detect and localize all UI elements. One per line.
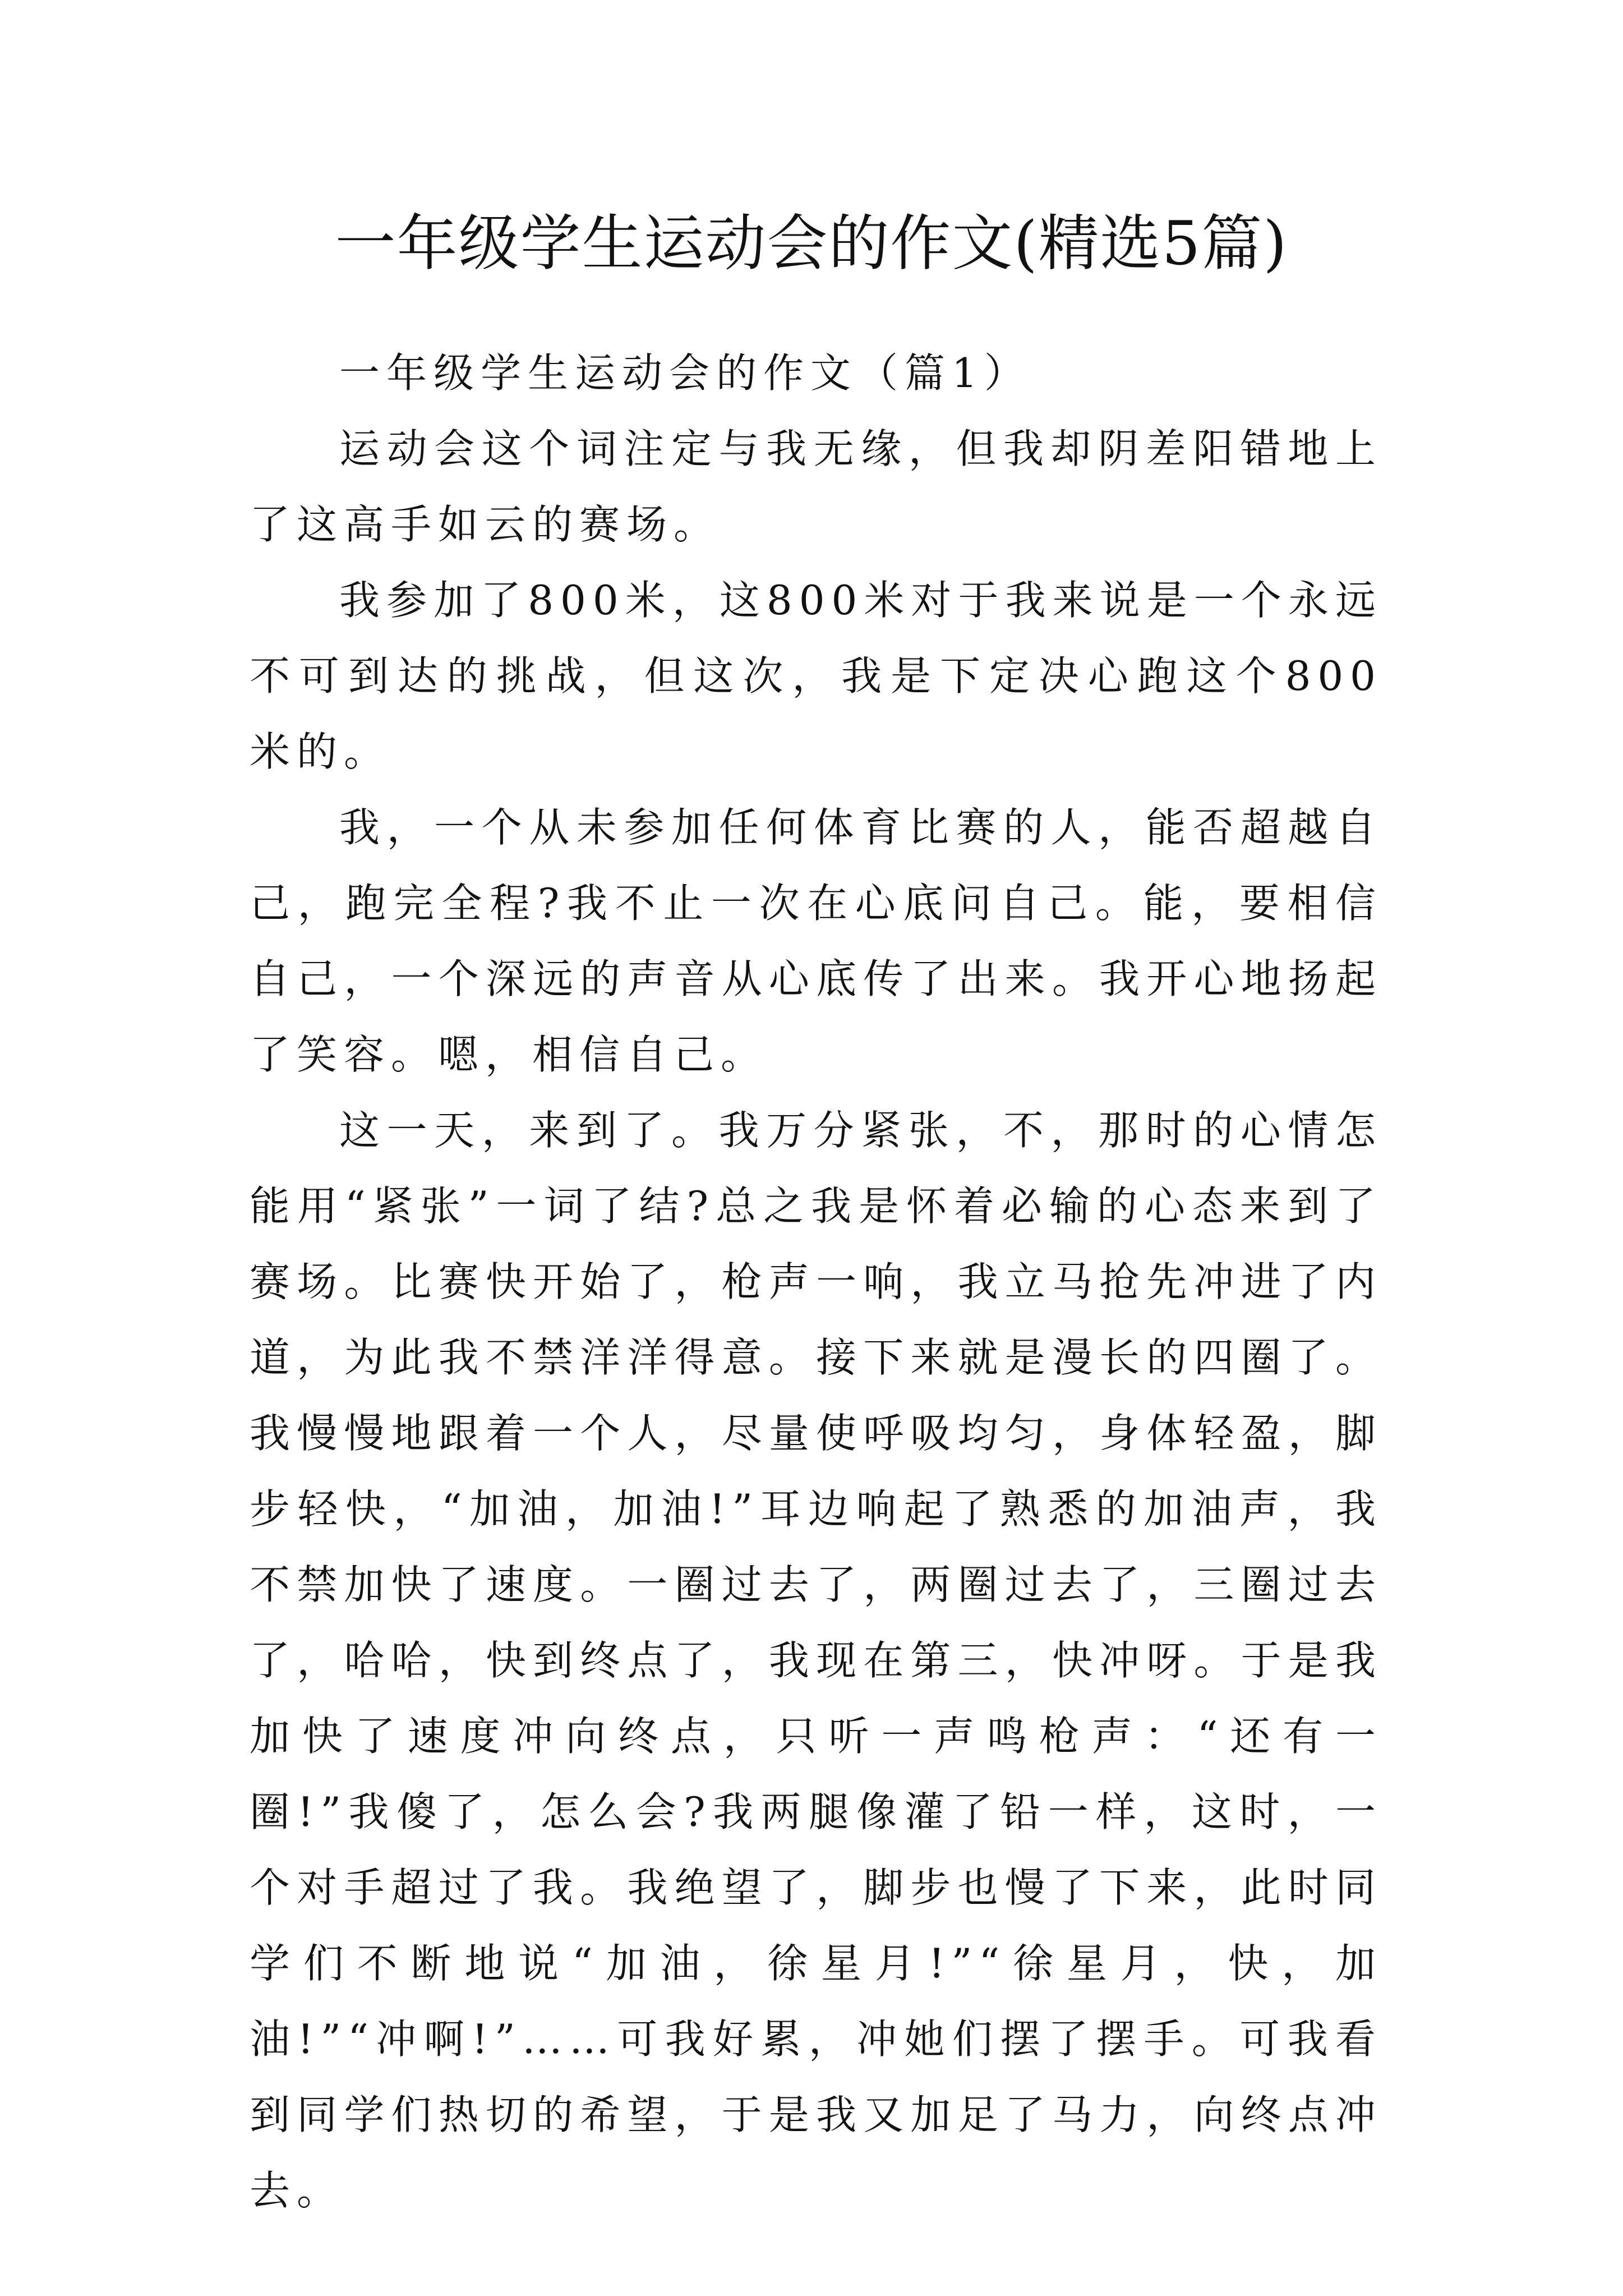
paragraph-3: 我，一个从未参加任何体育比赛的人，能否超越自己，跑完全程?我不止一次在心底问自己。能，要相信自己，一个深远的声音从心底传了出来。我开心地扬起了笑容。嗯，相信自己。 xyxy=(250,804,1382,1078)
document-title: 一年级学生运动会的作文(精选5篇) xyxy=(335,209,1288,279)
paragraph-1: 运动会这个词注定与我无缘，但我却阴差阳错地上了这高手如云的赛场。 xyxy=(250,425,1382,548)
paragraph-4: 这一天，来到了。我万分紧张，不，那时的心情怎能用“紧张”一词了结?总之我是怀着必输的心态来到了赛场。比赛快开始了，枪声一响，我立马抢先冲进了内道，为此我不禁洋洋得意。接下来就是漫长的四圈了。我慢慢地跟着一个人，尽量使呼吸均匀，身体轻盈，脚步轻快，“加油，加油!”耳边响起了熟悉的加油声，我不禁加快了速度。一圈过去了，两圈过去了，三圈过去了，哈哈，快到终点了，我现在第三，快冲呀。于是我加快了速度冲向终点，只听一声鸣枪声：“还有一圈!”我傻了，怎么会?我两腿像灌了铅一样，这时，一个对手超过了我。我绝望了，脚步也慢了下来，此时同学们不断地说“加油，徐星月!”“徐星月，快，加油!”“冲啊!”……可我好累，冲她们摆了摆手。可我看到同学们热切的希望，于是我又加足了马力，向终点冲去。 xyxy=(250,1107,1382,2214)
paragraph-2: 我参加了800米，这800米对于我来说是一个永远不可到达的挑战，但这次，我是下定决心跑这个800米的。 xyxy=(250,577,1382,775)
section-heading-1: 一年级学生运动会的作文（篇1） xyxy=(339,349,1031,397)
document-body xyxy=(250,335,1382,2229)
